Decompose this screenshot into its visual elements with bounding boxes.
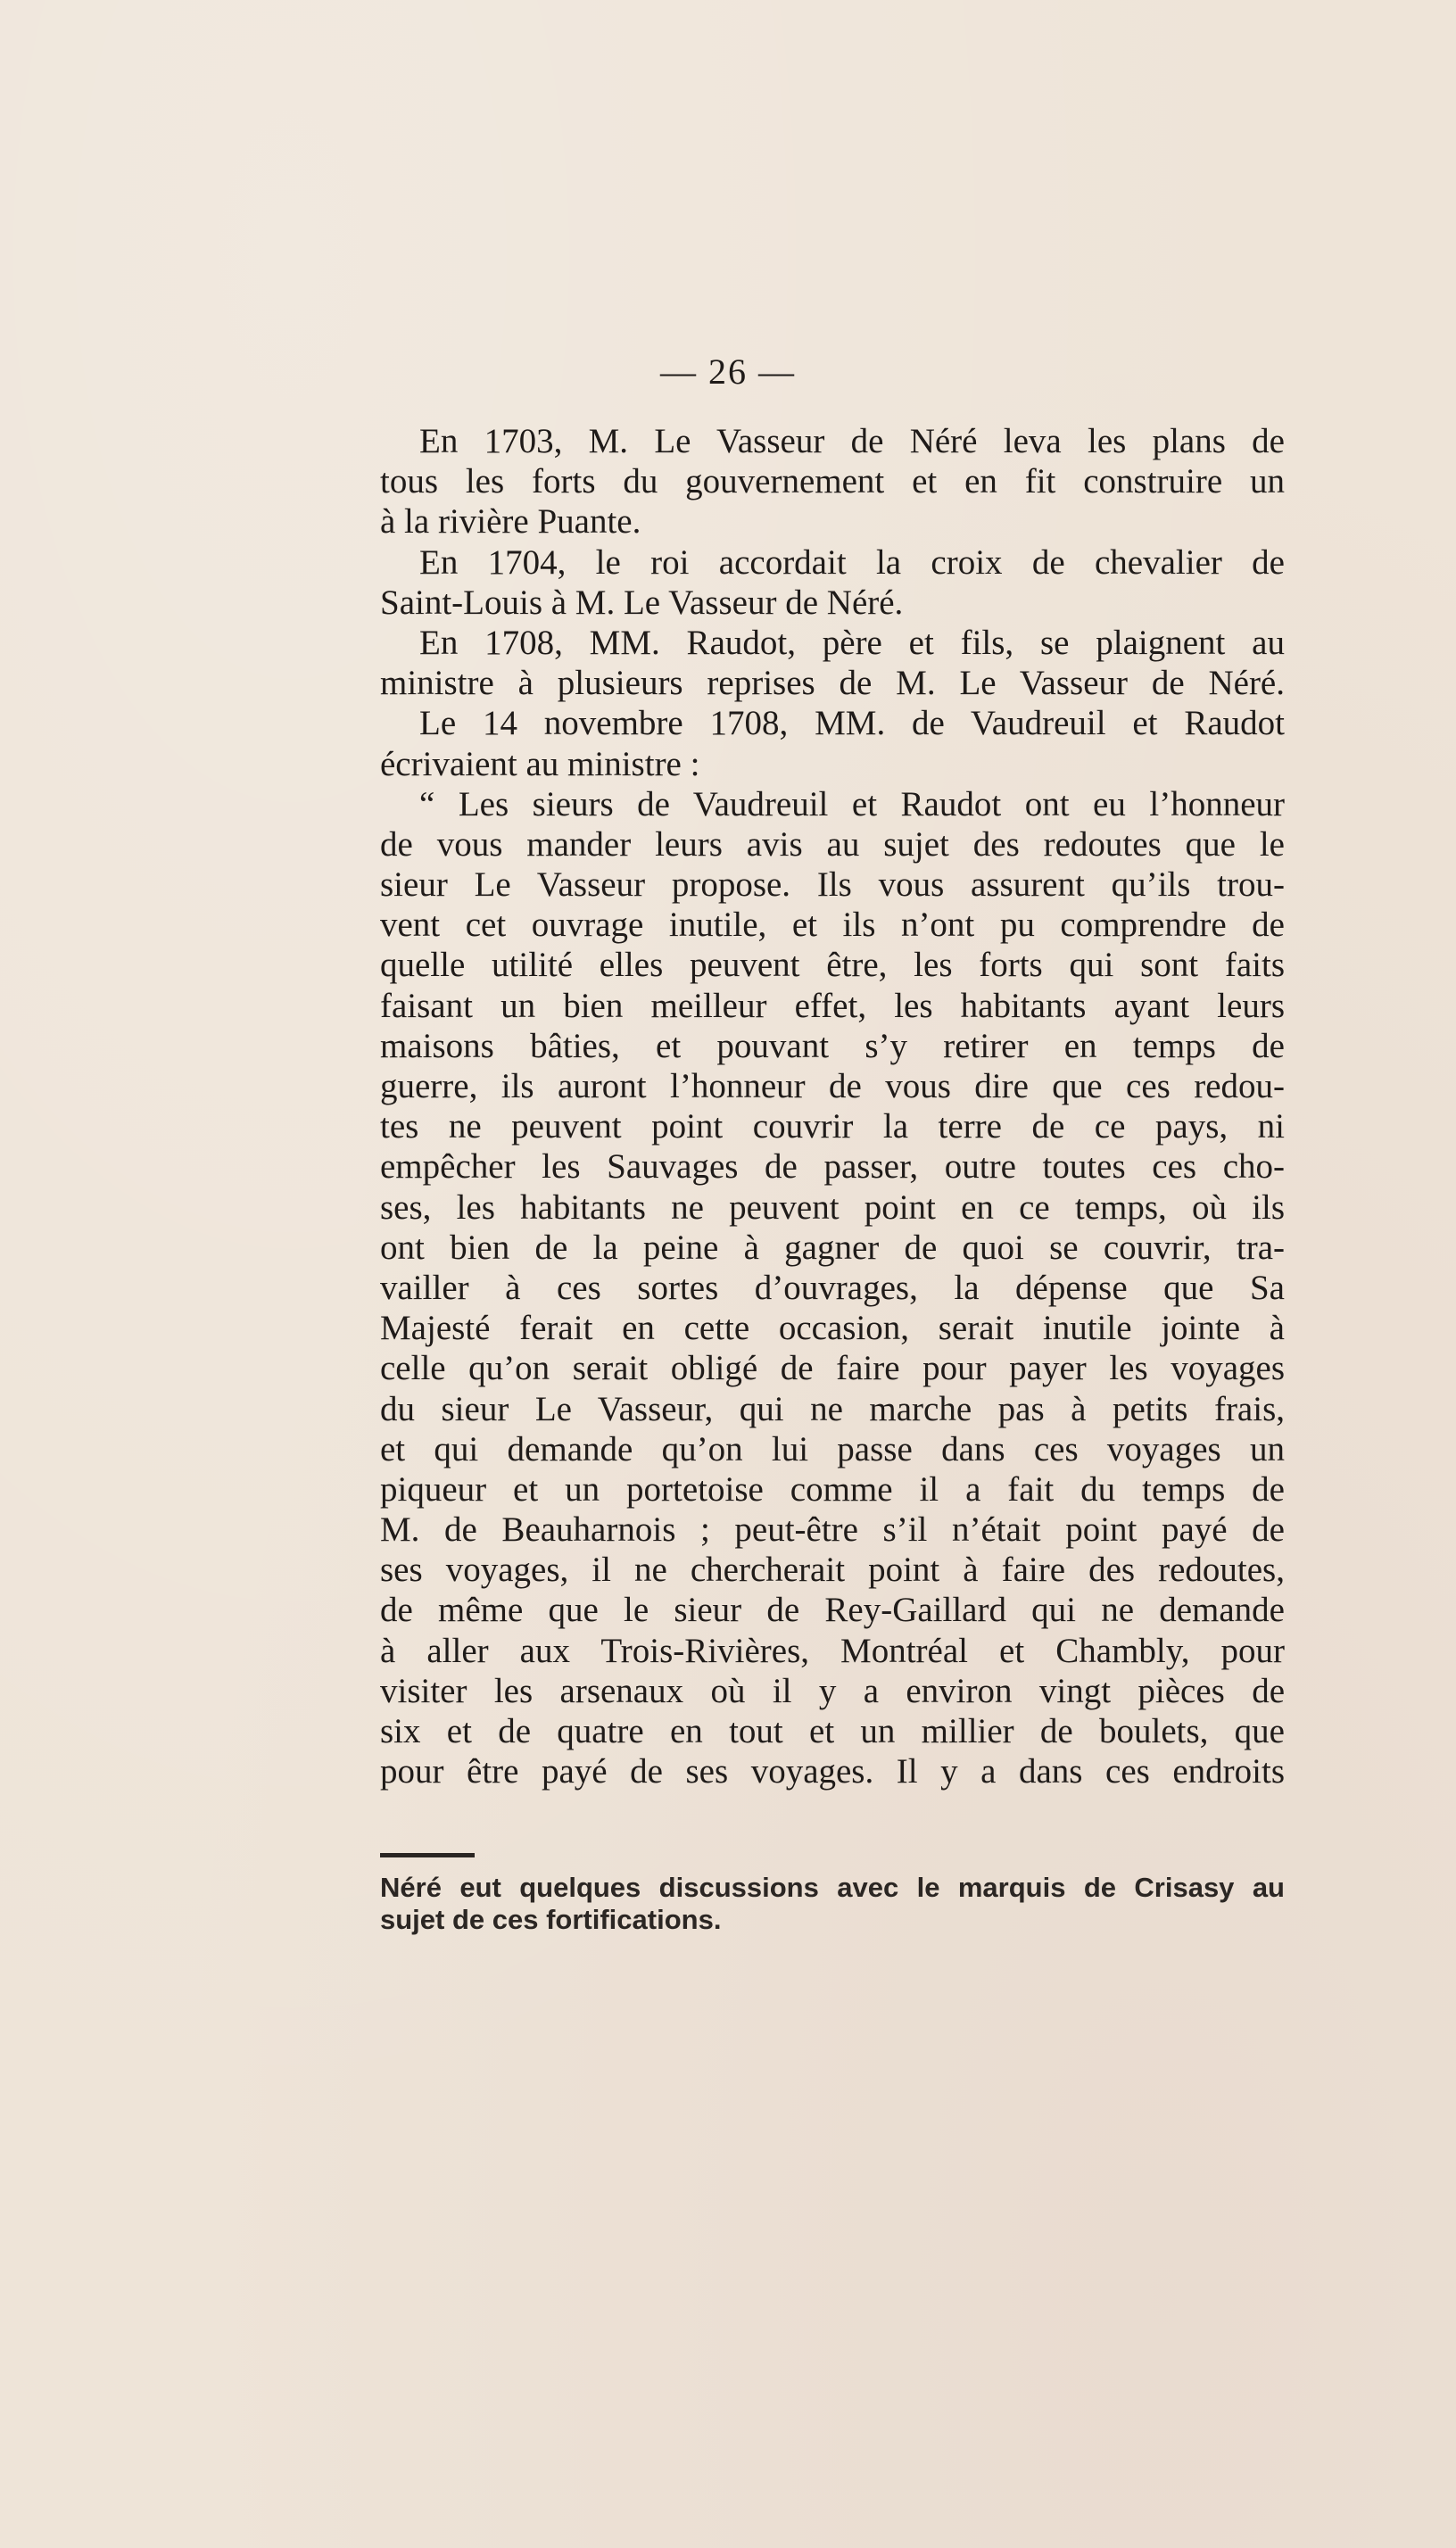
text-line: visiter les arsenaux où il y a environ vingt pièces de — [380, 1671, 1285, 1710]
text-line: En 1703, M. Le Vasseur de Néré leva les plans de — [419, 422, 1285, 460]
text-line: quelle utilité elles peuvent être, les forts qui sont faits — [380, 946, 1285, 985]
text-line: En 1708, MM. Raudot, père et fils, se plaignent au — [419, 623, 1285, 662]
text-line: “ Les sieurs de Vaudreuil et Raudot ont eu l’honneur — [419, 784, 1285, 823]
text-line: écrivaient au ministre : — [380, 744, 700, 783]
text-line: sieur Le Vasseur propose. Ils vous assurent qu’ils trou- — [380, 865, 1285, 905]
text-line: Le 14 novembre 1708, MM. de Vaudreuil et Raudot — [419, 704, 1285, 743]
text-line: vent cet ouvrage inutile, et ils n’ont pu comprendre de — [380, 906, 1285, 945]
page-number: — 26 — — [660, 352, 796, 392]
text-line: à aller aux Trois-Rivières, Montréal et Chambly, pour — [380, 1631, 1285, 1670]
text-line: vailler à ces sortes d’ouvrages, la dépense que Sa — [380, 1268, 1285, 1307]
text-line: piqueur et un portetoise comme il a fait du temps de — [380, 1469, 1285, 1509]
text-line: celle qu’on serait obligé de faire pour payer les voyages — [380, 1349, 1285, 1388]
text-line: maisons bâties, et pouvant s’y retirer en temps de — [380, 1026, 1285, 1065]
text-line: ministre à plusieurs reprises de M. Le Vasseur de Néré. — [380, 664, 1285, 703]
footnote-rule — [380, 1853, 475, 1857]
text-line: M. de Beauharnois ; peut-être s’il n’était point payé de — [380, 1510, 1285, 1550]
text-line: et qui demande qu’on lui passe dans ces voyages un — [380, 1429, 1285, 1468]
text-line: Majesté ferait en cette occasion, serait inutile jointe à — [380, 1309, 1285, 1348]
text-line: ont bien de la peine à gagner de quoi se couvrir, tra- — [380, 1228, 1285, 1267]
text-line: En 1704, le roi accordait la croix de chevalier de — [419, 542, 1285, 582]
text-line: du sieur Le Vasseur, qui ne marche pas à petits frais, — [380, 1389, 1285, 1428]
text-line: six et de quatre en tout et un millier de boulets, que — [380, 1712, 1285, 1750]
body-text — [380, 421, 1285, 1791]
text-line: de même que le sieur de Rey-Gaillard qui ne demande — [380, 1591, 1285, 1630]
footnote — [380, 1872, 1285, 1936]
text-line: ses voyages, il ne chercherait point à faire des redoutes, — [380, 1551, 1285, 1590]
text-line: guerre, ils auront l’honneur de vous dire que ces redou- — [380, 1067, 1285, 1105]
text-line: tous les forts du gouvernement et en fit construire un — [380, 462, 1285, 501]
text-line: faisant un bien meilleur effet, les habitants ayant leurs — [380, 986, 1285, 1025]
text-line: tes ne peuvent point couvrir la terre de ce pays, ni — [380, 1107, 1285, 1146]
text-line: ses, les habitants ne peuvent point en ce temps, où ils — [380, 1187, 1285, 1227]
footnote-line: Néré eut quelques discussions avec le marquis de Crisasy au — [380, 1872, 1285, 1903]
text-line: à la rivière Puante. — [380, 502, 641, 542]
text-line: de vous mander leurs avis au sujet des redoutes que le — [380, 824, 1285, 864]
text-line: empêcher les Sauvages de passer, outre toutes ces cho- — [380, 1147, 1285, 1187]
text-line: Saint-Louis à M. Le Vasseur de Néré. — [380, 583, 904, 622]
text-line: pour être payé de ses voyages. Il y a dans ces endroits — [380, 1752, 1285, 1791]
footnote-line: sujet de ces fortifications. — [380, 1904, 722, 1935]
